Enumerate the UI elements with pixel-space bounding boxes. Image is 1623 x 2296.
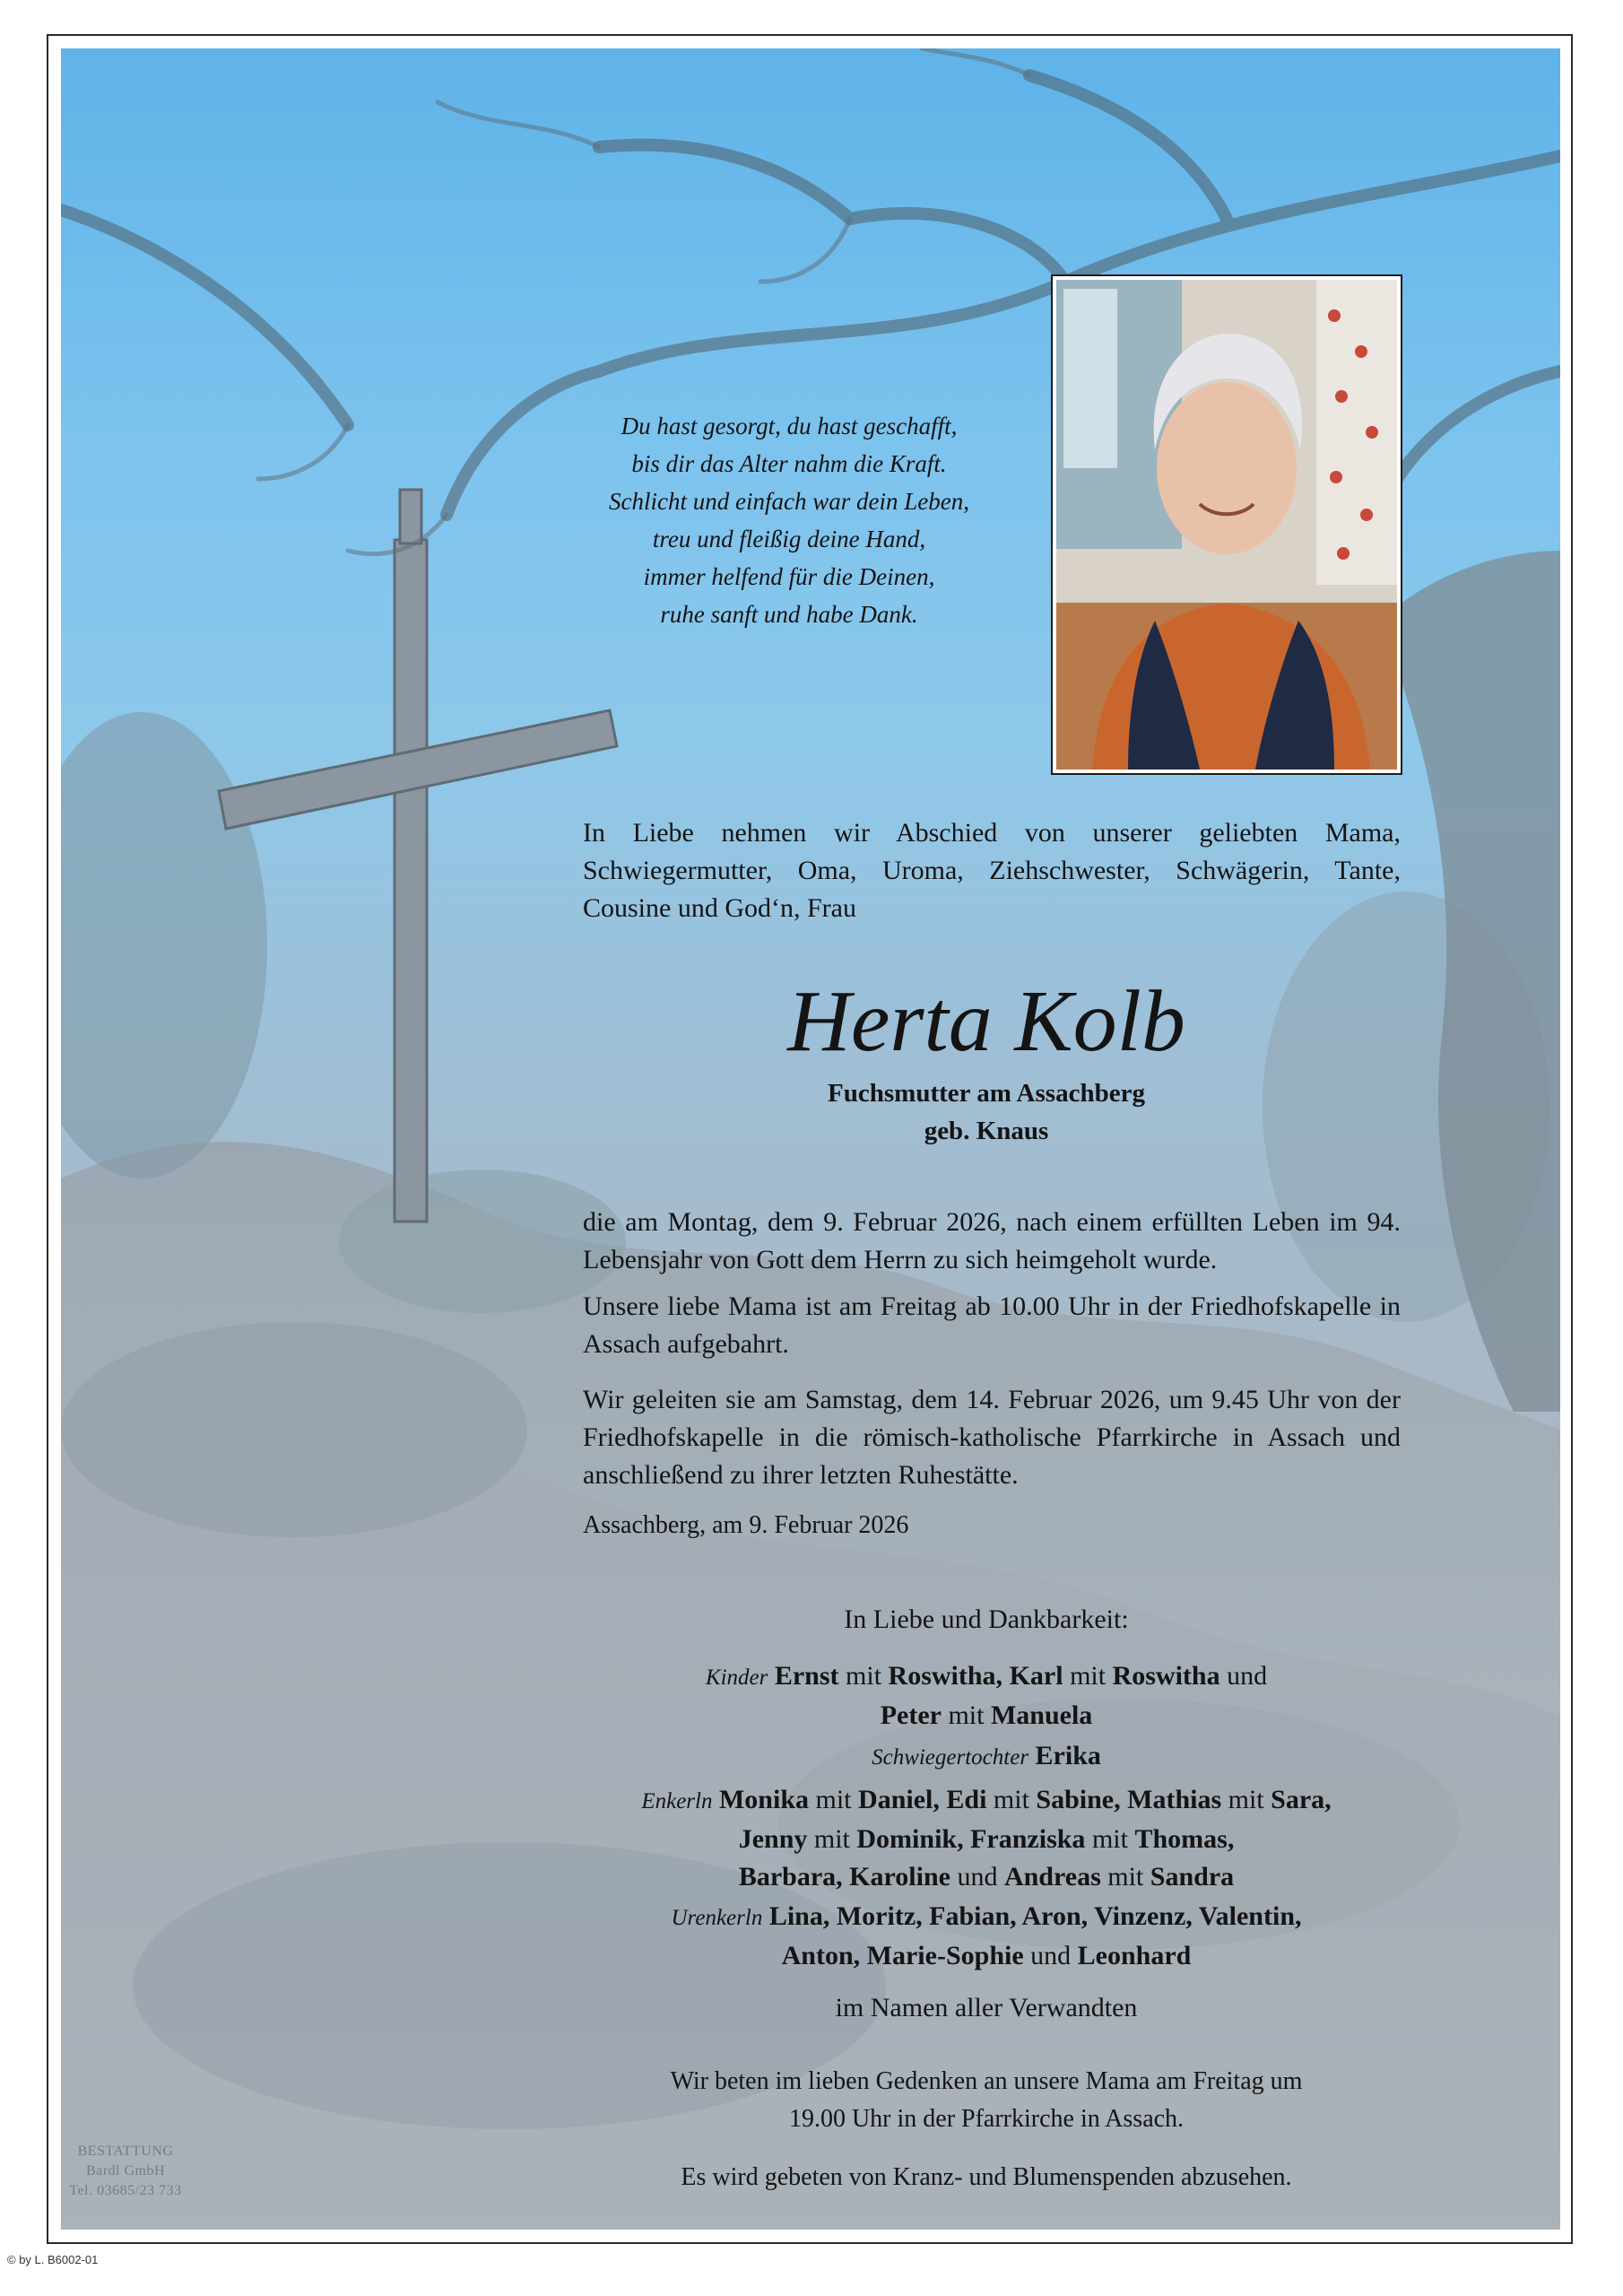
connector: mit	[815, 1785, 852, 1814]
farewell-intro: In Liebe nehmen wir Abschied von unserer geliebten Mama, Schwiegermutter, Oma, Uroma, Ziehschwester, Schwägerin, Tante, Cousine und God‘n, Frau	[583, 818, 1401, 923]
family-name: Leonhard	[1077, 1941, 1192, 1970]
great-grandchildren-label: Urenkerln	[671, 1906, 763, 1930]
wake-notice: Unsere liebe Mama ist am Freitag ab 10.00 Uhr in der Friedhofskapelle in Assach aufgebahrt.	[583, 1292, 1401, 1359]
place-date-line: Assachberg, am 9. Februar 2026	[583, 1511, 909, 1539]
deceased-title: Fuchsmutter am Assachberg	[828, 1079, 1145, 1108]
death-notice: die am Montag, dem 9. Februar 2026, nach einem erfüllten Leben im 94. Lebensjahr von Gott dem Herrn zu sich heimgeholt wurde.	[583, 1207, 1401, 1274]
family-name: Ernst	[774, 1661, 839, 1691]
poem-line: treu und fleißig deine Hand,	[652, 526, 926, 552]
family-names: Lina, Moritz, Fabian, Aron, Vinzenz, Valentin,	[768, 1901, 1302, 1931]
poem-line: Schlicht und einfach war dein Leben,	[609, 488, 969, 515]
prayer-line: Wir beten im lieben Gedenken an unsere Mama am Freitag um	[670, 2067, 1303, 2095]
family-name: Thomas,	[1134, 1824, 1235, 1854]
family-name: Barbara,	[738, 1862, 843, 1892]
connector: mit	[1107, 1862, 1144, 1892]
family-name: Daniel,	[858, 1785, 940, 1814]
memorial-poem	[502, 407, 1076, 633]
connector: mit	[1091, 1824, 1128, 1854]
funeral-notice: Wir geleiten sie am Samstag, dem 14. Februar 2026, um 9.45 Uhr von der Friedhofskapelle in die römisch-katholische Pfarrkirche in Assach und anschließend zu ihrer letzten Ruhestätte.	[583, 1385, 1401, 1490]
family-name: Karoline	[849, 1862, 950, 1892]
family-name: Karl	[1009, 1661, 1063, 1691]
family-name: Edi	[946, 1785, 987, 1814]
family-name: Dominik,	[856, 1824, 964, 1854]
family-name: Mathias	[1127, 1785, 1222, 1814]
family-name: Jenny	[738, 1824, 808, 1854]
connector: mit	[1070, 1661, 1107, 1691]
poem-line: ruhe sanft und habe Dank.	[660, 601, 918, 628]
undertaker-stamp	[63, 2142, 188, 2201]
poem-line: Du hast gesorgt, du hast geschafft,	[621, 413, 958, 439]
family-name: Manuela	[990, 1700, 1093, 1730]
portrait-photo	[1051, 274, 1402, 775]
undertaker-line: BESTATTUNG	[77, 2144, 174, 2159]
great-grandchildren-list	[538, 1898, 1435, 1975]
family-name: Sabine,	[1036, 1785, 1121, 1814]
relatives-line: im Namen aller Verwandten	[835, 1993, 1138, 2022]
flowers-notice: Es wird gebeten von Kranz- und Blumenspenden abzusehen.	[681, 2163, 1292, 2191]
connector: und	[957, 1862, 998, 1892]
deceased-details	[583, 1074, 1390, 1150]
daughter-in-law-line	[538, 1737, 1435, 1777]
family-name: Roswitha,	[888, 1661, 1003, 1691]
family-name: Marie-Sophie	[866, 1941, 1024, 1970]
prayer-line: 19.00 Uhr in der Pfarrkirche in Assach.	[788, 2105, 1185, 2133]
grandchildren-list	[538, 1781, 1435, 1896]
family-name: Anton,	[781, 1941, 861, 1970]
prayer-notice	[538, 2063, 1435, 2138]
daughter-in-law-label: Schwiegertochter	[872, 1745, 1029, 1770]
thanks-heading: In Liebe und Dankbarkeit:	[844, 1605, 1129, 1634]
grandchildren-label: Enkerln	[641, 1789, 713, 1813]
family-name: Monika	[718, 1785, 810, 1814]
deceased-name: Herta Kolb	[787, 973, 1185, 1070]
connector: und	[1227, 1661, 1268, 1691]
poem-line: bis dir das Alter nahm die Kraft.	[631, 450, 947, 477]
copyright-mark: © by L. B6002-01	[7, 2253, 99, 2266]
connector: mit	[813, 1824, 850, 1854]
connector: mit	[1228, 1785, 1264, 1814]
family-name: Sandra	[1150, 1862, 1235, 1892]
family-name: Peter	[880, 1700, 942, 1730]
family-name: Sara,	[1271, 1785, 1332, 1814]
connector: mit	[948, 1700, 985, 1730]
children-list	[538, 1657, 1435, 1735]
children-label: Kinder	[705, 1665, 768, 1690]
connector: und	[1030, 1941, 1072, 1970]
connector: mit	[993, 1785, 1029, 1814]
family-name: Roswitha	[1112, 1661, 1220, 1691]
portrait-illustration	[1056, 280, 1397, 770]
undertaker-line: Tel. 03685/23 733	[69, 2183, 182, 2198]
undertaker-line: Bardl GmbH	[85, 2163, 166, 2179]
deceased-birth-name: geb. Knaus	[924, 1117, 1049, 1145]
family-name: Erika	[1035, 1741, 1101, 1770]
family-name: Andreas	[1003, 1862, 1101, 1892]
family-name: Franziska	[970, 1824, 1086, 1854]
connector: mit	[846, 1661, 882, 1691]
poem-line: immer helfend für die Deinen,	[643, 563, 935, 590]
